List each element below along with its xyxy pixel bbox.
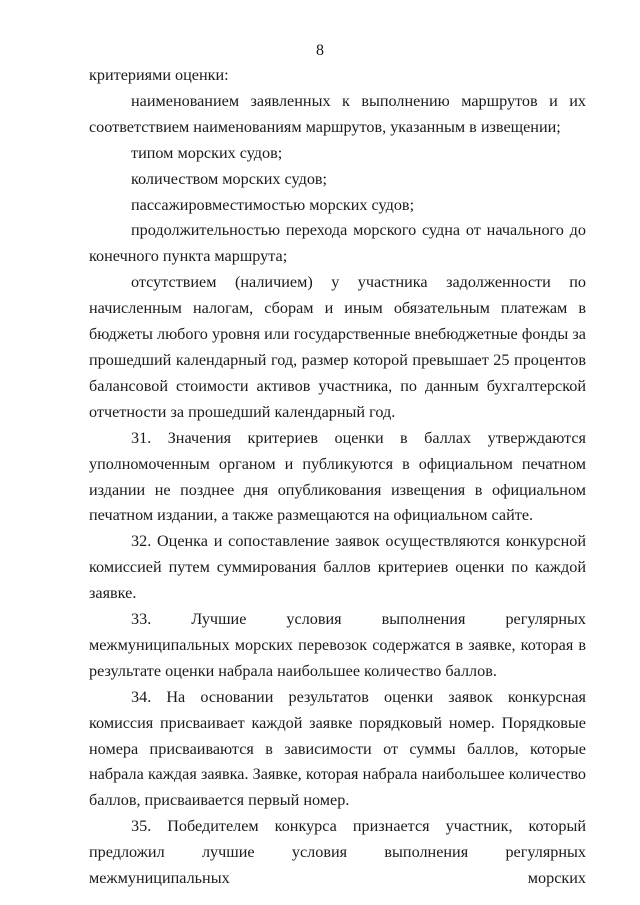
page-number: 8 — [316, 42, 324, 59]
paragraph-criterion-route-names: наименованием заявленных к выполнению маршрутов и их соответствием наименованиям маршрутов, указанным в извещении; — [89, 91, 586, 136]
paragraph-criteria-intro: критериями оценки: — [89, 66, 229, 84]
paragraph-32: 32. Оценка и сопоставление заявок осуществляются конкурсной комиссией путем суммирования баллов критериев оценки по каждой заявке. — [89, 532, 586, 603]
document-body — [89, 63, 586, 892]
paragraph-31: 31. Значения критериев оценки в баллах утверждаются уполномоченным органом и публикуются в официальном печатном издании не позднее дня опубликования извещения в официальном печатном издании, а также размещаются на официальном сайте. — [89, 428, 586, 525]
paragraph-criterion-passenger-capacity: пассажировместимостью морских судов; — [131, 195, 415, 214]
paragraph-criterion-vessel-type: типом морских судов; — [131, 143, 283, 162]
paragraph-criterion-transit-duration: продолжительностью перехода морского судна от начального до конечного пункта маршрута; — [89, 221, 586, 266]
paragraph-34: 34. На основании результатов оценки заявок конкурсная комиссия присваивает каждой заявке порядковый номер. Порядковые номера присваиваются в зависимости от суммы баллов, которые набрала каждая заявка. Заявке, которая набрала наибольшее количество баллов, присваивается первый номер. — [89, 687, 586, 810]
paragraph-criterion-debt: отсутствием (наличием) у участника задолженности по начисленным налогам, сборам и иным обязательным платежам в бюджеты любого уровня или государственные внебюджетные фонды за прошедший календарный год, размер которой превышает 25 процентов балансовой стоимости активов участника, по данным бухгалтерской отчетности за прошедший календарный год. — [89, 273, 586, 421]
paragraph-35: 35. Победителем конкурса признается участник, который предложил лучшие условия выполнения регулярных межмуниципальных морских — [89, 817, 586, 888]
paragraph-criterion-vessel-count: количеством морских судов; — [131, 169, 328, 188]
paragraph-33: 33. Лучшие условия выполнения регулярных межмуниципальных морских перевозок содержатся в заявке, которая в результате оценки набрала наибольшее количество баллов. — [89, 610, 586, 680]
